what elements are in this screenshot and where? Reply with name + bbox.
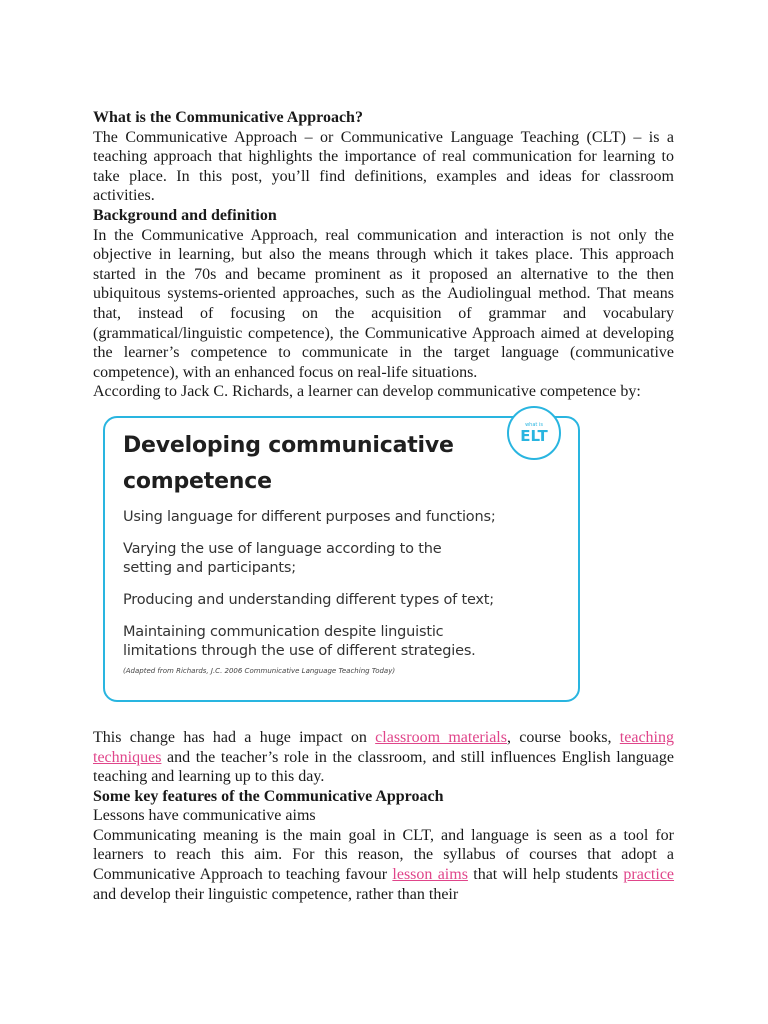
classroom-materials-link[interactable]: classroom materials [375, 728, 507, 746]
infographic-card [103, 416, 580, 702]
impact-text-1: This change has had a huge impact on [93, 728, 376, 746]
infographic-item: Using language for different purposes and functions; [123, 508, 496, 525]
features-heading: Some key features of the Communicative Approach [93, 787, 444, 805]
infographic-source-note: (Adapted from Richards, J.C. 2006 Communicative Language Teaching Today) [123, 666, 396, 675]
infographic-item: Varying the use of language according to the setting and participants; [123, 540, 442, 576]
infographic-title-line2: competence [123, 468, 272, 494]
document-body [93, 108, 674, 904]
infographic [93, 406, 674, 718]
practice-link[interactable]: practice [623, 866, 675, 884]
background-paragraph: In the Communicative Approach, real communication and interaction is not only the objective in learning, but also the means through which it takes place. This approach started in the 70s and became prominent as it proposed an alternative to the then ubiquitous systems-oriented approaches, such as the Audiolingual method. That means that, instead of focusing on the acquisition of grammar and vocabulary (grammatical/linguistic competence), the Communicative Approach aimed at developing the learner’s competence to communicate in the target language (communicative competence), with an enhanced focus on real-life situations. [93, 226, 674, 381]
page-title: What is the Communicative Approach? [93, 109, 363, 126]
aims-subheading: Lessons have communicative aims [93, 807, 316, 825]
aims-text-3: and develop their linguistic competence, rather than their [93, 885, 459, 903]
badge-top-text: what is [525, 421, 543, 428]
impact-text-3: and the teacher’s role in the classroom, and still influences English language teaching and learning up to this day. [93, 748, 674, 786]
lesson-aims-link[interactable]: lesson aims [392, 866, 468, 884]
aims-paragraph [93, 826, 674, 904]
infographic-title [123, 428, 568, 500]
impact-text-2: , course books, [506, 728, 620, 746]
badge-main-text: ELT [520, 426, 548, 445]
background-heading: Background and definition [93, 206, 277, 224]
infographic-item: Maintaining communication despite linguistic limitations through the use of different strategies. [123, 623, 476, 659]
aims-text-2: that will help students [467, 866, 624, 884]
aims-text-1: Communicating meaning is the main goal in CLT, and language is seen as a tool for learners to reach this aim. For this reason, the syllabus of courses that adopt a Communicative Approach to teaching favour [93, 826, 674, 884]
impact-paragraph [93, 728, 674, 787]
elt-logo-badge [507, 406, 561, 460]
infographic-item: Producing and understanding different types of text; [123, 591, 494, 608]
richards-paragraph: According to Jack C. Richards, a learner can develop communicative competence by: [93, 383, 641, 401]
teaching-techniques-link[interactable]: teaching techniques [93, 728, 674, 766]
intro-paragraph: The Communicative Approach – or Communicative Language Teaching (CLT) – is a teaching approach that highlights the importance of real communication for learning to take place. In this post, you’ll find definitions, examples and ideas for classroom activities. [93, 128, 674, 205]
infographic-title-line1: Developing communicative [123, 432, 454, 458]
